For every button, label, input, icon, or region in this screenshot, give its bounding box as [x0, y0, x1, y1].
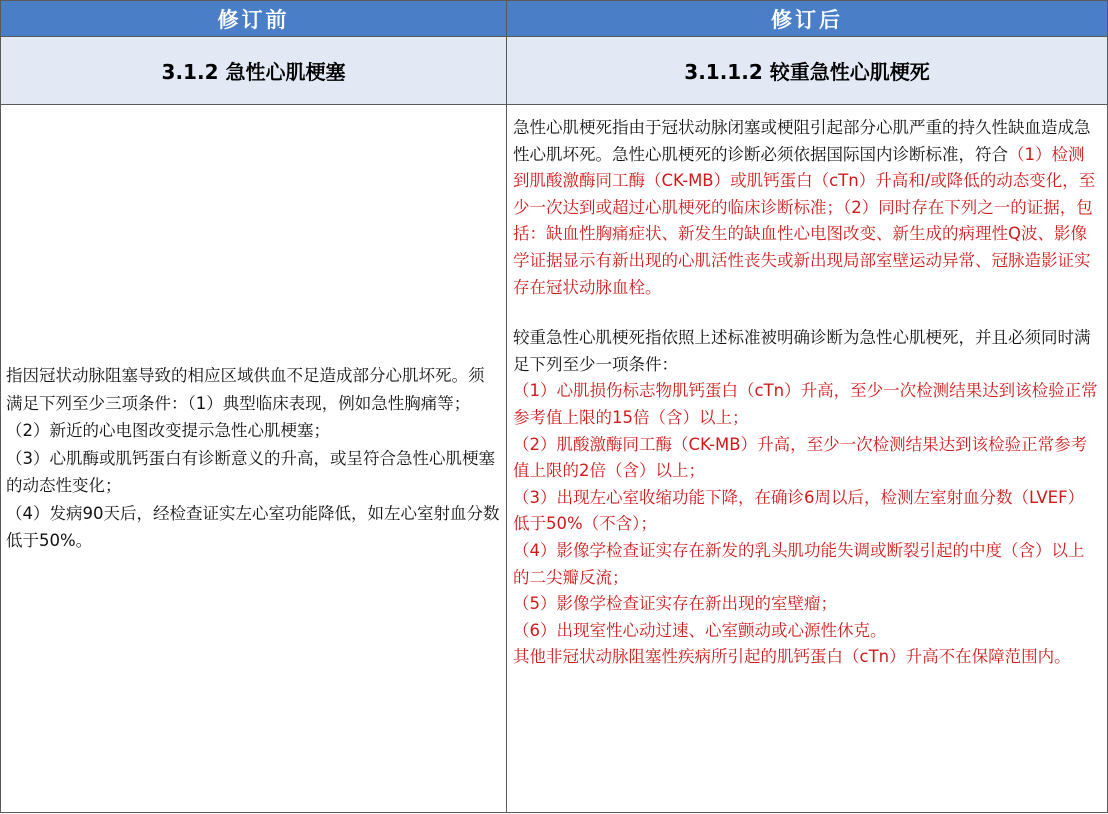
after-exclusion: 其他非冠状动脉阻塞性疾病所引起的肌钙蛋白（cTn）升高不在保障范围内。 — [513, 647, 1071, 667]
after-diagnosis-criteria: （1）检测到肌酸激酶同工酶（CK-MB）或肌钙蛋白（cTn）升高和/或降低的动态变化，至少一次达到或超过心肌梗死的临床诊断标准；（2）同时存在下列之一的证据，包括：缺血性胸痛症状、新发生的缺血性心电图改变、新生成的病理性Q波、影像学证据显示有新出现的心肌活性丧失或新出现局部室壁运动异常、冠脉造影证实存在冠状动脉血栓。 — [513, 144, 1096, 297]
subheader-row — [1, 37, 1108, 105]
after-item-4: （4）影像学检查证实存在新发的乳头肌功能失调或断裂引起的中度（含）以上的二尖瓣反流； — [513, 540, 1085, 587]
after-item-3: （3）出现左心室收缩功能下降，在确诊6周以后，检测左室射血分数（LVEF）低于50%（不含）； — [513, 487, 1085, 534]
after-definition-text: 急性心肌梗死指由于冠状动脉闭塞或梗阻引起部分心肌严重的持久性缺血造成急性心肌坏死。急性心肌梗死的诊断必须依据国际国内诊断标准，符合 — [513, 118, 1091, 164]
after-definition — [513, 115, 1099, 301]
before-item-3: （3）心肌酶或肌钙蛋白有诊断意义的升高，或呈符合急性心肌梗塞的动态性变化； — [6, 448, 495, 496]
header-before: 修订前 — [1, 1, 507, 37]
content-row — [1, 105, 1108, 813]
after-item-2: （2）肌酸激酶同工酶（CK-MB）升高，至少一次检测结果达到该检验正常参考值上限的2倍（含）以上； — [513, 434, 1088, 481]
before-item-4: （4）发病90天后，经检查证实左心室功能降低，如左心室射血分数低于50%。 — [6, 503, 500, 551]
clause-title-after: 3.1.1.2 较重急性心肌梗死 — [507, 37, 1108, 105]
after-cell — [507, 105, 1108, 813]
before-intro: 指因冠状动脉阻塞导致的相应区域供血不足造成部分心肌坏死。须满足下列至少三项条件：（1）典型临床表现，例如急性胸痛等； — [6, 366, 485, 413]
before-cell — [1, 105, 507, 813]
after-condition-intro: 较重急性心肌梗死指依照上述标准被明确诊断为急性心肌梗死，并且必须同时满足下列至少一项条件： — [513, 328, 1091, 374]
header-after: 修订后 — [507, 1, 1108, 37]
after-item-6: （6）出现室性心动过速、心室颤动或心源性休克。 — [513, 620, 887, 640]
before-item-2: （2）新近的心电图改变提示急性心肌梗塞； — [6, 421, 330, 441]
clause-title-before: 3.1.2 急性心肌梗塞 — [1, 37, 507, 105]
after-item-1: （1）心肌损伤标志物肌钙蛋白（cTn）升高，至少一次检测结果达到该检验正常参考值上限的15倍（含）以上； — [513, 381, 1098, 427]
header-row — [1, 1, 1108, 37]
after-item-5: （5）影像学检查证实存在新出现的室壁瘤； — [513, 594, 837, 614]
